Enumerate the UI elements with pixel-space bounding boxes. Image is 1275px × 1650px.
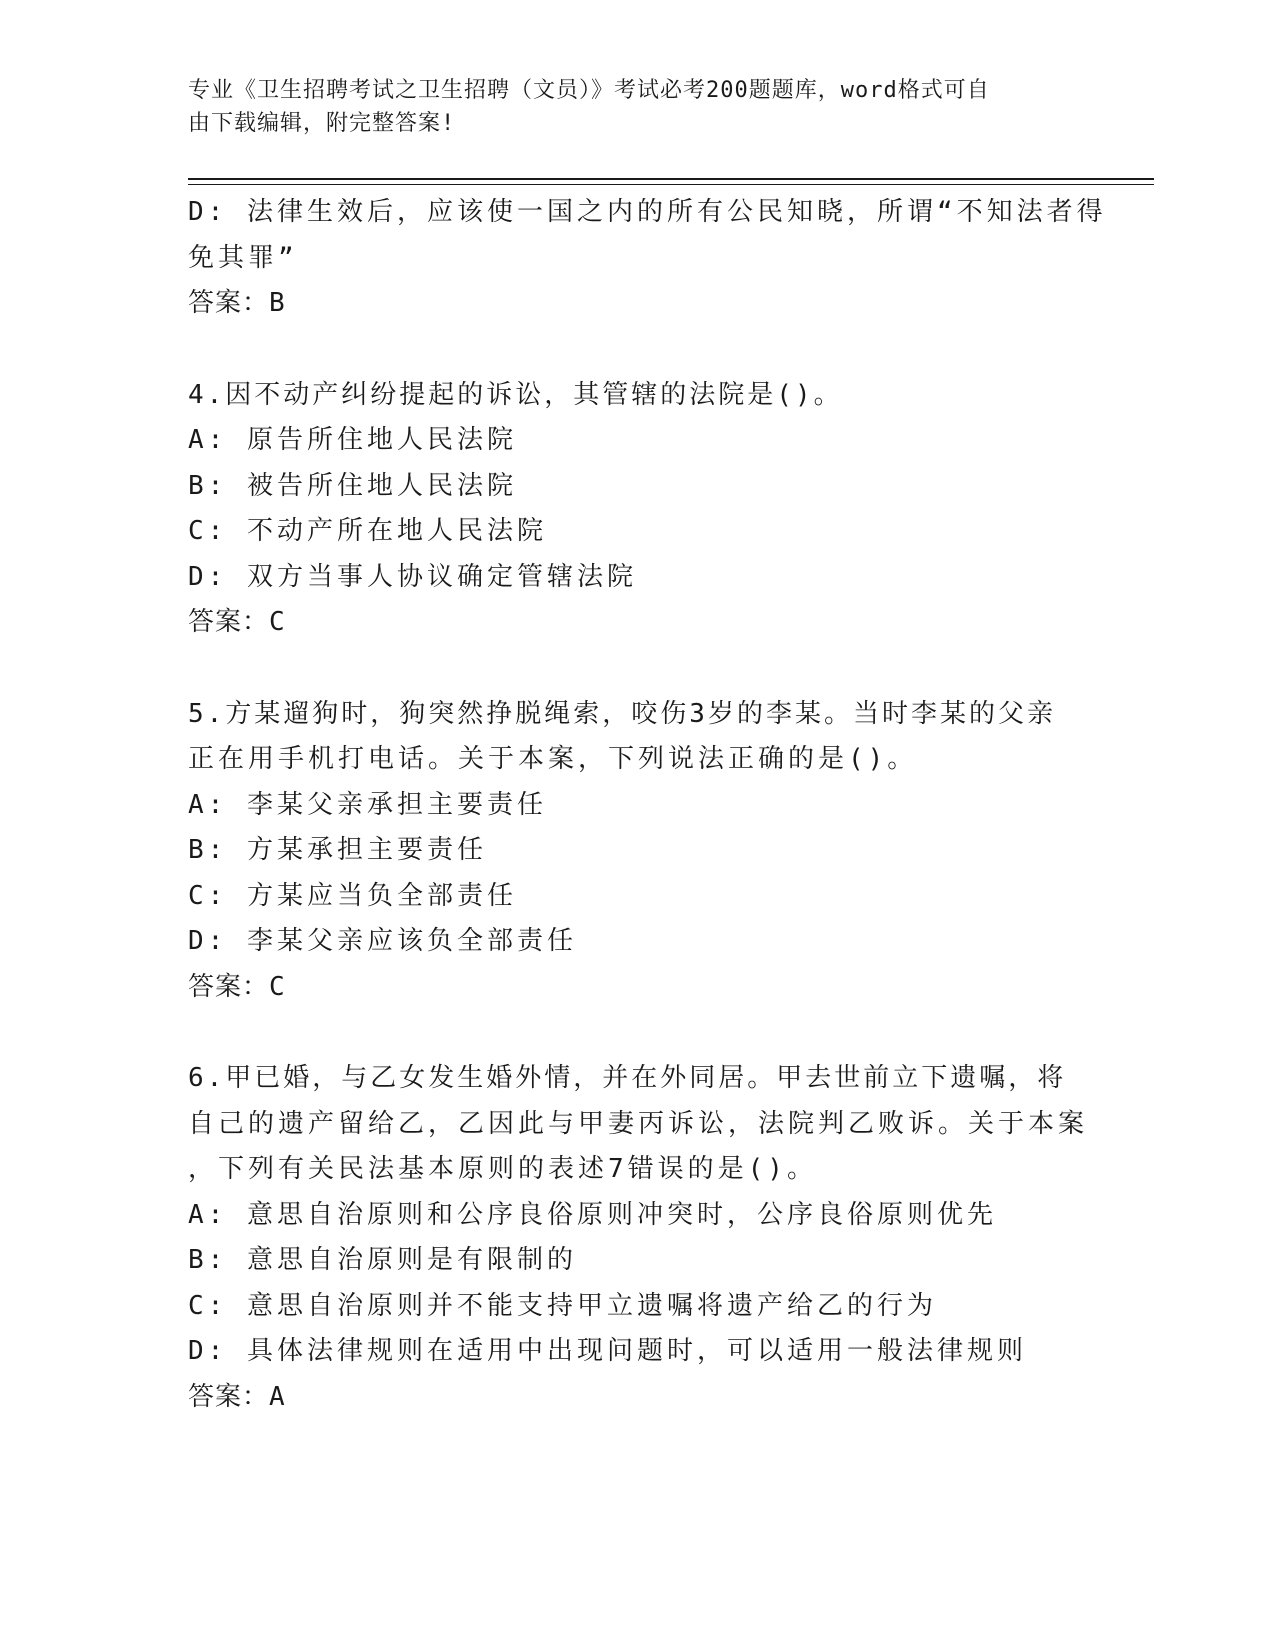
option-c: C: 方某应当负全部责任 [188, 880, 517, 911]
question-6 [188, 1056, 1088, 1420]
option-d: D: 李某父亲应该负全部责任 [188, 926, 577, 956]
option-a: A: 原告所住地人民法院 [188, 425, 517, 455]
option-d-continued: 免其罪” [188, 242, 298, 273]
answer: 答案：C [188, 971, 286, 1002]
option-d: D: 双方当事人协议确定管辖法院 [188, 561, 637, 592]
question-stem-continued: ，下列有关民法基本原则的表述7错误的是()。 [188, 1154, 817, 1184]
option-c: C: 意思自治原则并不能支持甲立遗嘱将遗产给乙的行为 [188, 1290, 937, 1321]
header-line: 由下载编辑，附完整答案! [188, 111, 456, 136]
header-rule-thick [188, 178, 1154, 180]
page-header [188, 74, 1068, 140]
question-stem-continued: 正在用手机打电话。关于本案，下列说法正确的是()。 [188, 744, 918, 774]
answer: 答案：A [188, 1381, 286, 1412]
option-b: B: 被告所住地人民法院 [188, 470, 517, 501]
question-content [188, 190, 1107, 1466]
answer: 答案：B [188, 288, 286, 318]
question-stem: 6.甲已婚，与乙女发生婚外情，并在外同居。甲去世前立下遗嘱，将 [188, 1063, 1067, 1093]
option-b: B: 方某承担主要责任 [188, 835, 487, 865]
header-line: 专业《卫生招聘考试之卫生招聘（文员）》考试必考200题题库，word格式可自 [188, 78, 990, 103]
question-4 [188, 373, 1088, 646]
header-rule-thin [188, 184, 1154, 185]
option-d: D: 具体法律规则在适用中出现问题时，可以适用一般法律规则 [188, 1336, 1027, 1366]
option-d: D: 法律生效后，应该使一国之内的所有公民知晓，所谓“不知法者得 [188, 197, 1107, 227]
answer: 答案：C [188, 607, 286, 637]
option-a: A: 意思自治原则和公序良俗原则冲突时，公序良俗原则优先 [188, 1199, 997, 1230]
question-stem: 5.方某遛狗时，狗突然挣脱绳索，咬伤3岁的李某。当时李某的父亲 [188, 698, 1056, 729]
option-b: B: 意思自治原则是有限制的 [188, 1245, 577, 1275]
question-stem-continued: 自己的遗产留给乙，乙因此与甲妻丙诉讼，法院判乙败诉。关于本案 [188, 1108, 1089, 1139]
question-stem: 4.因不动产纠纷提起的诉讼，其管辖的法院是()。 [188, 379, 843, 410]
option-a: A: 李某父亲承担主要责任 [188, 789, 547, 820]
question-5 [188, 692, 1088, 1011]
carryover-question [188, 190, 1107, 327]
option-c: C: 不动产所在地人民法院 [188, 516, 547, 546]
